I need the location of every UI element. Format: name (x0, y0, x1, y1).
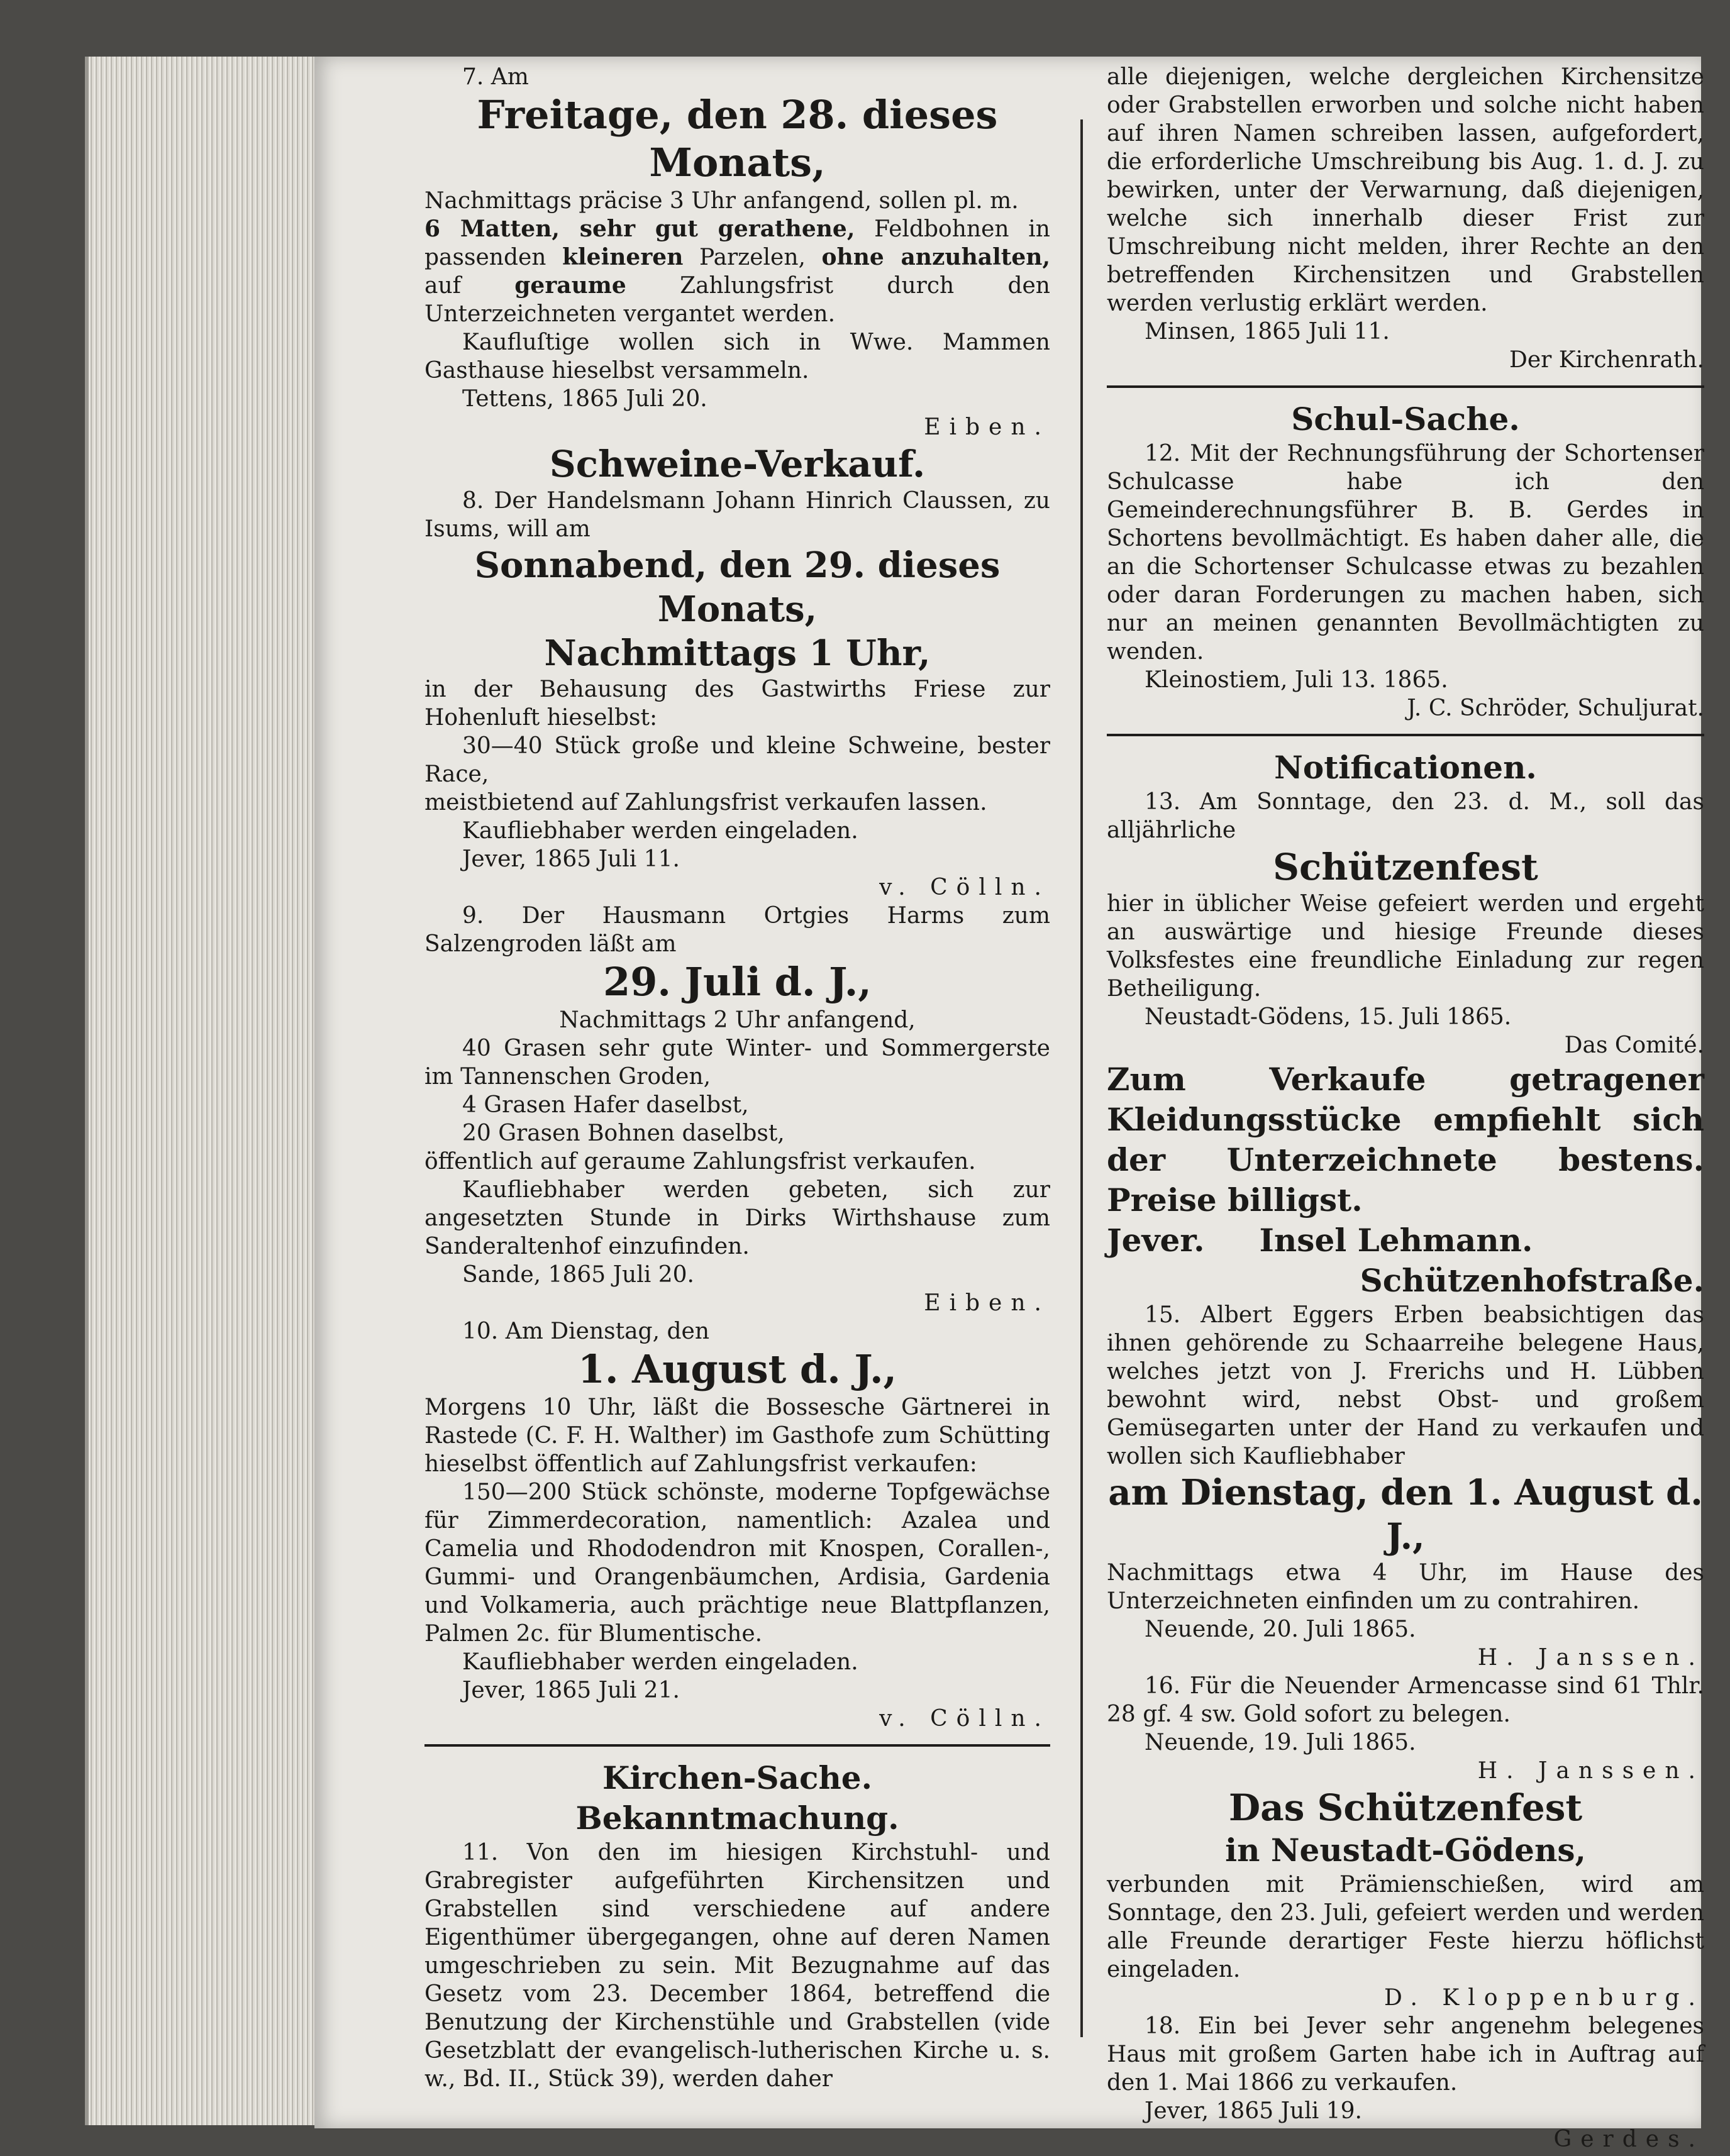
notice-9-terms: öffentlich auf geraume Zahlungsfrist verkaufen. (424, 1149, 976, 1175)
notice-11-body: 11. Von den im hiesigen Kirchstuhl- und Grabregister aufgeführten Kirchensitzen und Grabstellen sind verschiedene auf andere Eigenthümer übergegangen, ohne auf deren Namen umgeschrieben zu sein. Mit Bezugnahme auf das Gesetz vom 23. December 1864, betreffend die Benutzung der Kirchenstühle und Grabstellen (vide Gesetzblatt der evangelisch-lutherischen Kirche u. s. w., Bd. II., Stück 39), werden daher (424, 1840, 1050, 2092)
notice-17 (1107, 1785, 1704, 2012)
notice-7-bold-2: kleineren (562, 244, 684, 270)
notice-7-text-1: Feldbohnen in passenden (424, 216, 1050, 270)
notice-13-body: hier in üblicher Weise gefeiert werden und ergeht an auswärtige und hiesige Freunde dieses Volksfestes eine freundliche Einladung zur regen Betheiligung. (1107, 891, 1704, 1002)
notice-10-intro: 10. Am Dienstag, den (462, 1318, 710, 1344)
notice-13-intro: 13. Am Sonntage, den 23. d. M., soll das alljährliche (1107, 789, 1704, 843)
notice-10-body: Morgens 10 Uhr, läßt die Bossesche Gärtnerei in Rastede (C. F. H. Walther) im Gasthofe zum Schütting hieselbst öffentlich auf Zahlungsfrist verkaufen: (424, 1395, 1050, 1477)
notice-7-bold-3: ohne anzuhalten, (821, 244, 1050, 270)
notice-7-body (424, 215, 1050, 328)
book-page-edges (85, 57, 328, 2125)
notice-15-signature: H. Janssen. (1477, 1645, 1704, 1671)
notice-10-items: 150—200 Stück schönste, moderne Topfgewächse für Zimmerdecoration, namentlich: Azalea und Camelia und Rhododendron mit Knospen, Corallen-, Gummi- und Orangenbäumchen, Ardisia, Gardenia und Volkameria, auch prächtige neue Blattpflanzen, Palmen 2c. für Blumentische. (424, 1479, 1050, 1647)
notice-8-location: in der Behausung des Gastwirths Friese zur Hohenluft hieselbst: (424, 677, 1050, 731)
notice-10-invite: Kaufliebhaber werden eingeladen. (462, 1649, 858, 1675)
notice-16-body: 16. Für die Neuender Armencasse sind 61 Thlr. 28 gf. 4 sw. Gold sofort zu belegen. (1107, 1673, 1704, 1727)
notice-11-title: Kirchen-Sache. (602, 1759, 873, 1796)
section-rule (1107, 385, 1704, 388)
notice-7-signature: Eiben. (924, 414, 1050, 440)
notice-9-item-3: 20 Grasen Bohnen daselbst, (462, 1120, 785, 1146)
notice-9-intro: 9. Der Hausmann Ortgies Harms zum Salzengroden läßt am (424, 903, 1050, 957)
notice-10-signature: v. Cölln. (879, 1706, 1050, 1732)
notice-11 (424, 1758, 1050, 2093)
notice-9-item-1: 40 Grasen sehr gute Winter- und Sommergerste im Tannenschen Groden, (424, 1036, 1050, 1090)
notice-8-title: Schweine-Verkauf. (549, 443, 926, 485)
notice-12-title: Schul-Sache. (1291, 401, 1520, 438)
notice-7 (424, 63, 1050, 441)
notice-10-place-date: Jever, 1865 Juli 21. (462, 1678, 680, 1703)
section-rule (1107, 734, 1704, 736)
notice-7-text-4: Zahlungsfrist durch den Unterzeichneten vergantet werden. (424, 273, 1050, 327)
notice-9-date: 29. Juli d. J., (603, 959, 872, 1005)
notice-18 (1107, 2012, 1704, 2153)
notice-11-subtitle: Bekanntmachung. (575, 1799, 899, 1837)
notice-7-bold-1: 6 Matten, sehr gut gerathene, (424, 216, 855, 242)
notice-17-signature: D. Kloppenburg. (1383, 1985, 1704, 2011)
notice-18-signature: Gerdes. (1553, 2126, 1704, 2152)
notice-8-time: Nachmittags 1 Uhr, (544, 633, 931, 674)
notice-15-time: Nachmittags etwa 4 Uhr, im Hause des Unterzeichneten einfinden um zu contrahiren. (1107, 1560, 1704, 1614)
notice-13-signature: Das Comité. (1564, 1032, 1704, 1058)
notice-8-date: Sonnabend, den 29. dieses Monats, (474, 545, 1001, 630)
notice-15 (1107, 1301, 1704, 1672)
notice-11-continued (1107, 63, 1704, 374)
notice-8-invite: Kaufliebhaber werden eingeladen. (462, 818, 858, 844)
notice-15-body: 15. Albert Eggers Erben beabsichtigen das ihnen gehörende zu Schaarreihe belegene Haus, welches jetzt von J. Frerichs und H. Lübben bewohnt wird, nebst Obst- und großem Gemüsegarten unter der Hand zu verkaufen und wollen sich Kaufliebhaber (1107, 1302, 1704, 1469)
notice-14-name: Insel Lehmann. (1259, 1222, 1533, 1259)
notice-12-body: 12. Mit der Rechnungsführung der Schortenser Schulcasse habe ich den Gemeinderechnungsführer B. B. Gerdes in Schortens bevollmächtigt. Es haben daher alle, die an die Schortenser Schulcasse etwas zu bezahlen oder daran Forderungen zu machen haben, sich nur an meinen genannten Bevollmächtigten zu wenden. (1107, 441, 1704, 665)
notice-7-place-date: Tettens, 1865 Juli 20. (462, 386, 707, 412)
notice-9 (424, 902, 1050, 1317)
notice-18-body: 18. Ein bei Jever sehr angenehm belegenes Haus mit großem Garten habe ich in Auftrag auf den 1. Mai 1866 zu verkaufen. (1107, 2013, 1704, 2096)
notice-14-signature-line (1107, 1220, 1704, 1261)
notice-8-terms: meistbietend auf Zahlungsfrist verkaufen lassen. (424, 790, 987, 815)
notice-14-body: Zum Verkaufe getragener Kleidungsstücke empfiehlt sich der Unterzeichnete bestens. Preise billigst. (1107, 1061, 1704, 1219)
notice-14 (1107, 1059, 1704, 1301)
notice-10-date: 1. August d. J., (577, 1346, 897, 1392)
notice-12 (1107, 399, 1704, 722)
notice-13-headline: Schützenfest (1273, 846, 1538, 888)
notice-17-subheadline: in Neustadt-Gödens, (1225, 1832, 1586, 1869)
section-rule (424, 1744, 1050, 1747)
notice-7-intro: 7. Am (462, 64, 529, 90)
notice-17-body: verbunden mit Prämienschießen, wird am Sonntage, den 23. Juli, gefeiert werden und werden alle Freunde derartiger Feste hierzu höflichst eingeladen. (1107, 1872, 1704, 1982)
notice-16-place-date: Neuende, 19. Juli 1865. (1145, 1730, 1416, 1755)
notice-7-time: Nachmittags präcise 3 Uhr anfangend, sollen pl. m. (424, 188, 1019, 214)
left-column (424, 63, 1050, 2093)
notice-13-section-title: Notificationen. (1274, 749, 1537, 786)
notice-9-time: Nachmittags 2 Uhr anfangend, (559, 1007, 916, 1033)
column-divider (1080, 119, 1083, 2037)
notice-11-body-continued: alle diejenigen, welche dergleichen Kirchensitze oder Grabstellen erworben und solche nicht haben auf ihren Namen schreiben lassen, aufgefordert, die erforderliche Umschreibung bis Aug. 1. d. J. zu bewirken, unter der Verwarnung, daß diejenigen, welche sich innerhalb dieser Frist zur Umschreibung nicht melden, ihrer Rechte an den betreffenden Kirchensitzen und Grabstellen werden verlustig erklärt werden. (1107, 64, 1704, 316)
notice-16-signature: H. Janssen. (1477, 1758, 1704, 1784)
notice-9-signature: Eiben. (924, 1290, 1050, 1316)
notice-7-date: Freitage, den 28. dieses Monats, (477, 92, 998, 185)
notice-7-invite: Kaufluſtige wollen sich in Wwe. Mammen Gasthause hieselbst versammeln. (424, 329, 1050, 384)
notice-15-date: am Dienstag, den 1. August d. J., (1108, 1472, 1703, 1557)
notice-7-text-3: auf (424, 273, 515, 299)
notice-7-bold-4: geraume (514, 272, 626, 299)
notice-8-signature: v. Cölln. (879, 875, 1050, 900)
notice-12-signature: J. C. Schröder, Schuljurat. (1407, 695, 1704, 721)
notice-14-address: Schützenhofstraße. (1360, 1262, 1704, 1299)
notice-8-place-date: Jever, 1865 Juli 11. (462, 846, 680, 872)
notice-9-place-date: Sande, 1865 Juli 20. (462, 1262, 694, 1288)
notice-11-signature: Der Kirchenrath. (1509, 347, 1704, 373)
notice-16 (1107, 1672, 1704, 1785)
notice-12-place-date: Kleinostiem, Juli 13. 1865. (1145, 667, 1448, 693)
notice-10 (424, 1317, 1050, 1733)
notice-11-place-date: Minsen, 1865 Juli 11. (1145, 319, 1390, 345)
notice-8-intro: 8. Der Handelsmann Johann Hinrich Claussen, zu Isums, will am (424, 488, 1050, 542)
notice-8-item: 30—40 Stück große und kleine Schweine, bester Race, (424, 733, 1050, 787)
notice-8 (424, 441, 1050, 902)
notice-9-item-2: 4 Grasen Hafer daselbst, (462, 1092, 749, 1118)
notice-15-place-date: Neuende, 20. Juli 1865. (1145, 1617, 1416, 1642)
notice-18-place-date: Jever, 1865 Juli 19. (1145, 2098, 1362, 2124)
notice-14-place: Jever. (1107, 1222, 1205, 1259)
notice-13 (1107, 748, 1704, 1059)
notice-13-place-date: Neustadt-Gödens, 15. Juli 1865. (1145, 1004, 1512, 1030)
notice-9-invite: Kaufliebhaber werden gebeten, sich zur angesetzten Stunde in Dirks Wirthshause zum Sanderaltenhof einzufinden. (424, 1177, 1050, 1259)
right-column (1107, 63, 1704, 2153)
notice-7-text-2: Parzelen, (683, 245, 822, 270)
notice-17-headline: Das Schützenfest (1228, 1786, 1583, 1829)
